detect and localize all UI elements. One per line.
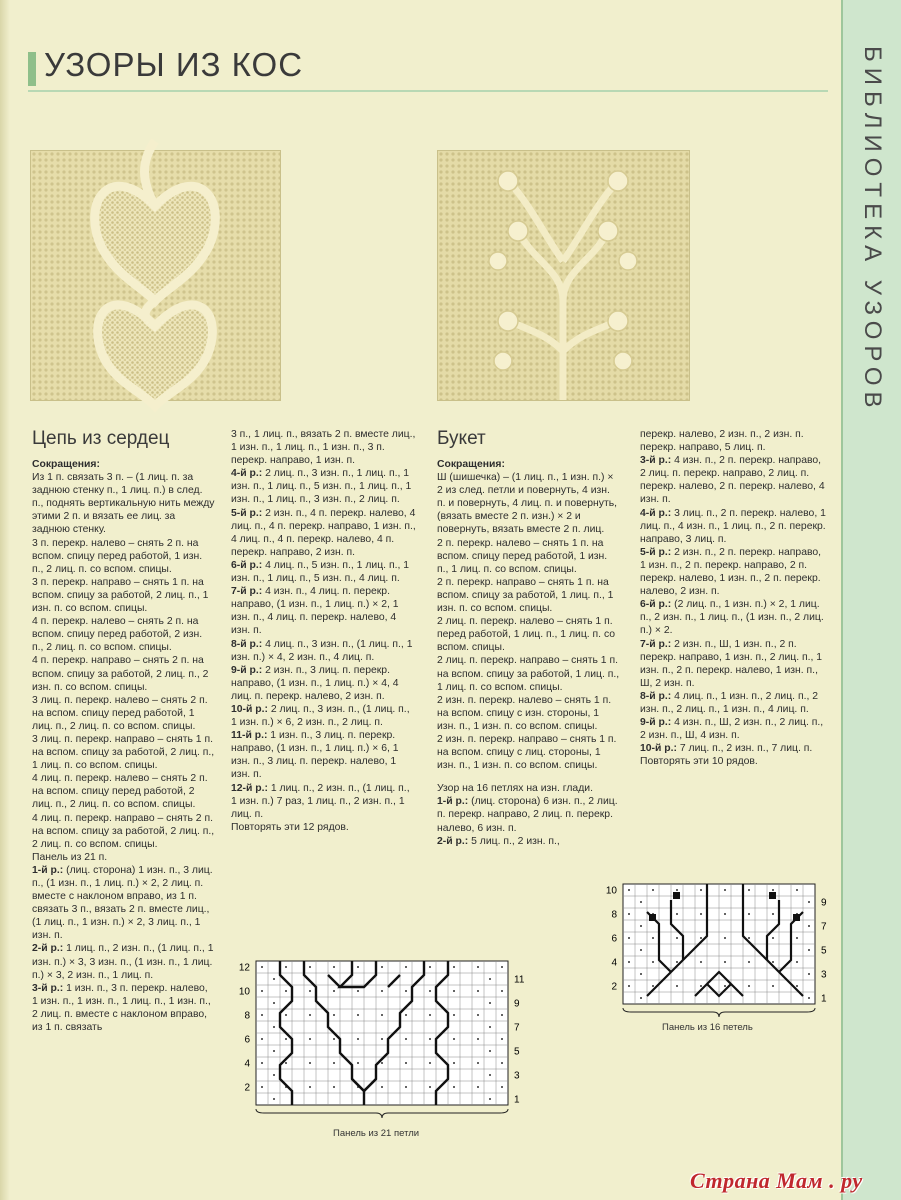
purl-dot [381, 1062, 383, 1064]
row-text: 2 изн. п., Ш, 1 изн. п., 2 п. перекр. направо, 1 изн. п., 2 лиц. п., 1 изн. п., 2 п. перекр. налево, 1 изн. п., Ш, 2 изн. п. [640, 638, 823, 689]
purl-dot [748, 889, 750, 891]
row-label: 12-й р.: [231, 782, 268, 794]
purl-dot [640, 949, 642, 951]
row-text: 1 изн. п., 3 лиц. п. перекр. направо, (1 изн. п., 1 лиц. п.) × 6, 1 изн. п., 3 лиц. п. перекр. налево, 1 изн. п. [231, 730, 399, 781]
purl-dot [652, 937, 654, 939]
purl-dot [309, 1038, 311, 1040]
row-number-right: 1 [514, 1094, 520, 1106]
purl-dot [796, 961, 798, 963]
row-number-left: 10 [238, 986, 250, 998]
row-text: 4 лиц. п., 5 изн. п., 1 лиц. п., 1 изн. п., 1 лиц. п., 5 изн. п., 4 лиц. п. [231, 559, 410, 585]
purl-dot [808, 949, 810, 951]
side-title: БИБЛИОТЕКА УЗОРОВ [859, 46, 886, 414]
panel-note: Узор на 16 петлях на изн. глади. [437, 783, 593, 795]
purl-dot [453, 1062, 455, 1064]
text-paragraph: 2 п. перекр. направо – снять 1 п. на вспом. спицу за работой, 1 лиц. п., 1 изн. п. со вспом. спицы. [437, 576, 614, 615]
row-text: 4 изн. п., 2 п. перекр. направо, 2 лиц. п. перекр. направо, 2 лиц. п. перекр. налево, 2 п. перекр. налево, 4 изн. п. [640, 455, 825, 506]
purl-dot [357, 1014, 359, 1016]
panel-brace [256, 1109, 508, 1118]
purl-dot [405, 1062, 407, 1064]
row-text: 2 изн. п., 2 п. перекр. направо, 1 изн. п., 2 п. перекр. направо, 2 п. перекр. налево, 1 изн. п., 2 п. перекр. налево, 2 изн. п. [640, 546, 822, 598]
purl-dot [405, 966, 407, 968]
purl-dot [772, 913, 774, 915]
purl-dot [676, 961, 678, 963]
text-paragraph: 4 лиц. п. перекр. налево – снять 2 п. на вспом. спицу перед работой, 2 лиц. п., 2 лиц. п. со вспом. спицы. [32, 773, 208, 811]
purl-dot [453, 1038, 455, 1040]
row-number-left: 10 [605, 885, 617, 897]
purl-dot [489, 1002, 491, 1004]
row-label: 9-й р.: [231, 664, 263, 676]
purl-dot [333, 966, 335, 968]
purl-dot [640, 997, 642, 999]
purl-dot [477, 966, 479, 968]
purl-dot [489, 1050, 491, 1052]
purl-dot [453, 1086, 455, 1088]
text-paragraph: 3 лиц. п. перекр. налево – снять 2 п. на вспом. спицу перед работой, 1 лиц. п., 2 лиц. п. со вспом. спицы. [32, 694, 208, 732]
purl-dot [501, 1086, 503, 1088]
row-instruction [437, 835, 621, 848]
row-instruction [640, 742, 826, 755]
row-instruction [437, 795, 621, 834]
purl-dot [273, 1026, 275, 1028]
panel-brace [623, 1008, 815, 1017]
row-instruction [640, 690, 826, 716]
row-instruction [231, 467, 417, 506]
purl-dot [381, 990, 383, 992]
bobble-icon [769, 892, 776, 899]
row-number-left: 8 [244, 1010, 250, 1022]
text-paragraph: 3 п., 1 лиц. п., вязать 2 п. вместе лиц., 1 изн. п., 1 лиц. п., 1 изн. п., 3 п. перекр. направо, 1 изн. п. [231, 429, 416, 467]
text-paragraph: перекр. налево, 2 изн. п., 2 изн. п. перекр. направо, 5 лиц. п. [640, 429, 804, 454]
purl-dot [381, 1014, 383, 1016]
row-label: 10-й р.: [231, 703, 268, 715]
purl-dot [309, 1062, 311, 1064]
row-number-right: 5 [821, 945, 827, 957]
purl-dot [333, 1014, 335, 1016]
purl-dot [489, 978, 491, 980]
row-number-right: 1 [821, 993, 827, 1005]
purl-dot [808, 997, 810, 999]
purl-dot [429, 966, 431, 968]
purl-dot [357, 990, 359, 992]
text-paragraph: 2 изн. п. перекр. направо – снять 1 п. на вспом. спицу с лиц. стороны, 1 изн. п., 1 изн. п. со вспом. спицы. [437, 733, 617, 772]
site-watermark: Страна Мам . ру [690, 1168, 863, 1193]
purl-dot [808, 973, 810, 975]
row-label: 7-й р.: [640, 638, 672, 650]
row-number-left: 12 [238, 962, 250, 974]
row-label: 2-й р.: [32, 943, 64, 955]
purl-dot [309, 1014, 311, 1016]
purl-dot [429, 1038, 431, 1040]
row-instruction [231, 703, 417, 729]
row-label: 6-й р.: [640, 599, 672, 611]
purl-dot [796, 889, 798, 891]
purl-dot [285, 1014, 287, 1016]
purl-dot [429, 1014, 431, 1016]
purl-dot [628, 889, 630, 891]
text-paragraph: 3 п. перекр. налево – снять 2 п. на вспом. спицу перед работой, 1 изн. п., 2 лиц. п. со вспом. спицы. [32, 537, 203, 575]
bobble-icon [673, 892, 680, 899]
purl-dot [333, 1062, 335, 1064]
bouquet-photo [437, 150, 690, 401]
row-text: 3 лиц. п., 2 п. перекр. налево, 1 лиц. п., 4 изн. п., 1 лиц. п., 2 п. перекр. направо, 3 лиц. п. [640, 507, 826, 545]
row-instruction [640, 638, 826, 690]
row-number-left: 4 [611, 957, 617, 969]
purl-dot [640, 973, 642, 975]
purl-dot [261, 990, 263, 992]
purl-dot [772, 889, 774, 891]
row-number-right: 9 [514, 998, 520, 1010]
row-instruction [32, 942, 215, 981]
side-strip [841, 0, 901, 1200]
row-instruction [231, 585, 417, 637]
row-instruction [640, 546, 826, 598]
row-label: 9-й р.: [640, 717, 672, 729]
purl-dot [652, 961, 654, 963]
row-instruction [640, 598, 826, 637]
purl-dot [357, 1038, 359, 1040]
row-text: 2 лиц. п., 3 изн. п., (1 лиц. п., 1 изн. п.) × 6, 2 изн. п., 2 лиц. п. [231, 703, 410, 729]
purl-dot [453, 990, 455, 992]
heart-chain-chart [232, 955, 525, 1125]
purl-dot [477, 1062, 479, 1064]
row-instruction [640, 454, 826, 506]
purl-dot [748, 937, 750, 939]
chart-grid [623, 884, 815, 1004]
row-label: 8-й р.: [231, 638, 263, 650]
row-number-right: 3 [514, 1070, 520, 1082]
row-instruction [32, 982, 215, 1034]
purl-dot [628, 985, 630, 987]
heart-chain-photo [30, 150, 281, 401]
purl-dot [477, 1038, 479, 1040]
purl-dot [676, 937, 678, 939]
purl-dot [628, 913, 630, 915]
row-label: 6-й р.: [231, 559, 263, 571]
abbr-label: Сокращения: [32, 459, 100, 470]
purl-dot [652, 985, 654, 987]
bouquet-column-1 [437, 458, 621, 848]
purl-dot [453, 966, 455, 968]
purl-dot [381, 1038, 383, 1040]
row-text: 2 лиц. п., 3 изн. п., 1 лиц. п., 1 изн. п., 1 лиц. п., 5 изн. п., 1 лиц. п., 1 изн. п., 1 лиц. п., 3 изн. п., 2 лиц. п. [231, 468, 412, 506]
purl-dot [489, 1074, 491, 1076]
row-text: 4 лиц. п., 3 изн. п., (1 лиц. п., 1 изн. п.) × 4, 2 изн. п., 4 лиц. п. [231, 638, 413, 663]
purl-dot [261, 1086, 263, 1088]
row-text: 4 изн. п., 4 лиц. п. перекр. направо, (1 изн. п., 1 лиц. п.) × 2, 1 изн. п., 4 лиц. п. перекр. налево, 4 изн. п. [231, 586, 399, 637]
row-number-right: 7 [514, 1022, 520, 1034]
purl-dot [676, 985, 678, 987]
purl-dot [381, 966, 383, 968]
purl-dot [273, 1098, 275, 1100]
row-instruction [231, 638, 417, 664]
purl-dot [453, 1014, 455, 1016]
purl-dot [501, 1062, 503, 1064]
row-label: 5-й р.: [640, 546, 672, 558]
purl-dot [748, 961, 750, 963]
bouquet-chart [605, 878, 830, 1020]
bouquet-column-2 [640, 428, 826, 768]
purl-dot [261, 1062, 263, 1064]
row-text: 5 лиц. п., 2 изн. п., [468, 835, 560, 847]
row-number-right: 5 [514, 1046, 520, 1058]
purl-dot [796, 937, 798, 939]
purl-dot [501, 990, 503, 992]
purl-dot [477, 1086, 479, 1088]
purl-dot [724, 985, 726, 987]
text-paragraph: 2 п. перекр. налево – снять 1 п. на вспом. спицу перед работой, 1 изн. п., 1 лиц. п. со вспом. спицы. [437, 537, 608, 575]
chart-grid [256, 961, 508, 1105]
purl-dot [285, 1062, 287, 1064]
row-label: 7-й р.: [231, 586, 263, 598]
purl-dot [405, 1086, 407, 1088]
heart-chain-column-1 [32, 458, 215, 1034]
purl-dot [724, 913, 726, 915]
purl-dot [405, 990, 407, 992]
purl-dot [772, 961, 774, 963]
purl-dot [700, 985, 702, 987]
row-label: 11-й р.: [231, 730, 268, 742]
purl-dot [796, 985, 798, 987]
heart-chain-column-2 [231, 428, 417, 834]
purl-dot [748, 913, 750, 915]
row-label: 3-й р.: [640, 455, 672, 467]
row-instruction [231, 729, 417, 781]
repeat-note: Повторять эти 12 рядов. [231, 821, 349, 833]
purl-dot [501, 966, 503, 968]
purl-dot [628, 961, 630, 963]
row-label: 4-й р.: [640, 507, 672, 519]
purl-dot [273, 1050, 275, 1052]
purl-dot [808, 925, 810, 927]
purl-dot [808, 901, 810, 903]
purl-dot [357, 1062, 359, 1064]
purl-dot [640, 901, 642, 903]
text-paragraph: Из 1 п. связать 3 п. – (1 лиц. п. за заднюю стенку п., 1 лиц. п.) в след. п., поднять вертикальную нить между этими 2 п. и вязать ее лиц. за заднюю стенку. [32, 472, 215, 536]
text-paragraph: Ш (шишечка) – (1 лиц. п., 1 изн. п.) × 2 из след. петли и повернуть, 4 изн. п. и повернуть, 4 лиц. п. и повернуть, (вязать вместе 2 п. изн.) × 2 и повернуть, вязать вместе 2 п. лиц. [437, 472, 618, 536]
purl-dot [429, 990, 431, 992]
bouquet-title: Букет [437, 428, 486, 449]
row-number-left: 6 [611, 933, 617, 945]
page-title: УЗОРЫ ИЗ КОС [44, 46, 304, 83]
bobble-icon [649, 914, 656, 921]
row-text: (2 лиц. п., 1 изн. п.) × 2, 1 лиц. п., 2 изн. п., 1 лиц. п., (1 изн. п., 2 лиц. п.) × 2. [640, 599, 824, 637]
purl-dot [333, 990, 335, 992]
row-text: (лиц. сторона) 6 изн. п., 2 лиц. п. перекр. направо, 2 лиц. п. перекр. налево, 6 изн. п. [437, 796, 618, 834]
purl-dot [772, 937, 774, 939]
purl-dot [477, 990, 479, 992]
row-instruction [32, 864, 215, 943]
purl-dot [700, 913, 702, 915]
purl-dot [333, 1038, 335, 1040]
row-label: 8-й р.: [640, 690, 672, 702]
text-paragraph: 2 лиц. п. перекр. направо – снять 1 п. на вспом. спицу за работой, 1 лиц. п., 1 лиц. п. со вспом. спицы. [437, 655, 620, 693]
purl-dot [405, 1038, 407, 1040]
purl-dot [273, 1074, 275, 1076]
row-text: 1 изн. п., 3 п. перекр. налево, 1 изн. п., 1 изн. п., 1 лиц. п., 1 изн. п., 2 лиц. п. вместе с наклоном вправо, из 1 п. связать [32, 982, 211, 1034]
row-instruction [231, 507, 417, 559]
purl-dot [724, 937, 726, 939]
text-paragraph: 4 лиц. п. перекр. направо – снять 2 п. на вспом. спицу за работой, 2 лиц. п., 2 лиц. п. со вспом. спицы. [32, 812, 215, 850]
purl-dot [640, 925, 642, 927]
text-paragraph: 2 лиц. п. перекр. налево – снять 1 п. перед работой, 1 лиц. п., 1 лиц. п. со вспом. спицы. [437, 616, 616, 654]
row-number-right: 9 [821, 897, 827, 909]
purl-dot [724, 889, 726, 891]
purl-dot [405, 1014, 407, 1016]
repeat-note: Повторять эти 10 рядов. [640, 756, 758, 768]
row-number-right: 3 [821, 969, 827, 981]
row-label: 5-й р.: [231, 507, 263, 519]
row-number-right: 7 [821, 921, 827, 933]
text-paragraph: 4 п. перекр. налево – снять 2 п. на вспом. спицу перед работой, 2 изн. п., 2 лиц. п. со вспом. спицы. [32, 616, 203, 654]
row-text: 4 изн. п., Ш, 2 изн. п., 2 лиц. п., 2 изн. п., Ш, 4 изн. п. [640, 717, 824, 742]
purl-dot [273, 1002, 275, 1004]
purl-dot [700, 937, 702, 939]
purl-dot [273, 978, 275, 980]
row-label: 4-й р.: [231, 468, 263, 480]
purl-dot [309, 990, 311, 992]
purl-dot [700, 889, 702, 891]
row-label: 2-й р.: [437, 835, 469, 847]
row-number-left: 2 [611, 981, 617, 993]
row-label: 1-й р.: [32, 864, 64, 876]
row-number-right: 11 [514, 974, 525, 986]
row-text: 7 лиц. п., 2 изн. п., 7 лиц. п. [677, 743, 813, 755]
purl-dot [381, 1086, 383, 1088]
row-label: 1-й р.: [437, 796, 469, 808]
bouquet-chart-caption: Панель из 16 петель [662, 1022, 753, 1033]
text-paragraph: 3 п. перекр. направо – снять 1 п. на вспом. спицу за работой, 2 лиц. п., 1 изн. п. со вспом. спицы. [32, 576, 209, 615]
row-instruction [640, 716, 826, 742]
purl-dot [309, 966, 311, 968]
purl-dot [429, 1062, 431, 1064]
abbr-label: Сокращения: [437, 459, 505, 470]
row-number-left: 2 [244, 1082, 250, 1094]
purl-dot [309, 1086, 311, 1088]
purl-dot [357, 966, 359, 968]
title-accent-bar [28, 52, 36, 86]
text-paragraph: 4 п. перекр. направо – снять 2 п. на вспом. спицу за работой, 2 лиц. п., 2 изн. п. со вспом. спицы. [32, 655, 209, 693]
row-label: 3-й р.: [32, 982, 64, 994]
purl-dot [333, 1086, 335, 1088]
purl-dot [676, 913, 678, 915]
purl-dot [724, 961, 726, 963]
row-text: (лиц. сторона) 1 изн. п., 3 лиц. п., (1 изн. п., 1 лиц. п.) × 2, 2 лиц. п. вместе с наклоном вправо, из 1 п. связать 3 п., вязать 2 п. вместе лиц., (1 лиц. п., 1 изн. п.) × 2, 3 лиц. п., 1 изн. п. [32, 864, 213, 942]
purl-dot [261, 966, 263, 968]
text-paragraph: Панель из 21 п. [32, 851, 108, 863]
purl-dot [700, 961, 702, 963]
purl-dot [261, 1038, 263, 1040]
purl-dot [489, 1098, 491, 1100]
row-instruction [640, 507, 826, 546]
row-number-left: 6 [244, 1034, 250, 1046]
purl-dot [285, 966, 287, 968]
row-number-left: 8 [611, 909, 617, 921]
purl-dot [489, 1026, 491, 1028]
text-paragraph: 2 изн. п. перекр. налево – снять 1 п. на вспом. спицу с изн. стороны, 1 изн. п., 1 изн. п. со вспом. спицы. [437, 694, 612, 732]
row-text: 2 изн. п., 4 п. перекр. налево, 4 лиц. п., 4 п. перекр. направо, 1 изн. п., 4 лиц. п., 4 п. перекр. налево, 4 п. перекр. направо, 2 изн. п. [231, 507, 416, 558]
row-instruction [231, 664, 417, 703]
purl-dot [285, 990, 287, 992]
heart-chain-chart-caption: Панель из 21 петли [333, 1128, 420, 1139]
header-rule [28, 90, 828, 92]
bobble-icon [793, 914, 800, 921]
purl-dot [676, 889, 678, 891]
purl-dot [285, 1038, 287, 1040]
row-text: 2 изн. п., 3 лиц. п. перекр. направо, (1 изн. п., 1 лиц. п.) × 4, 4 лиц. п. перекр. налево, 2 изн. п. [231, 664, 399, 702]
row-text: 1 лиц. п., 2 изн. п., (1 лиц. п., 1 изн. п.) × 3, 3 изн. п., (1 изн. п., 1 лиц. п.) × 3, 2 изн. п., 1 лиц. п. [32, 943, 214, 981]
heart-chain-title: Цепь из сердец [32, 428, 170, 449]
purl-dot [501, 1014, 503, 1016]
purl-dot [628, 937, 630, 939]
row-text: 4 лиц. п., 1 изн. п., 2 лиц. п., 2 изн. п., 2 лиц. п., 1 изн. п., 4 лиц. п. [640, 690, 819, 715]
row-label: 10-й р.: [640, 743, 677, 755]
text-paragraph: 3 лиц. п. перекр. направо – снять 1 п. на вспом. спицу за работой, 2 лиц. п., 1 лиц. п. со вспом. спицы. [32, 733, 215, 772]
purl-dot [261, 1014, 263, 1016]
purl-dot [501, 1038, 503, 1040]
row-instruction [231, 782, 417, 821]
row-instruction [231, 559, 417, 585]
row-number-left: 4 [244, 1058, 250, 1070]
purl-dot [477, 1014, 479, 1016]
page-edge [0, 0, 10, 1200]
row-text: 1 лиц. п., 2 изн. п., (1 лиц. п., 1 изн. п.) 7 раз, 1 лиц. п., 2 изн. п., 1 лиц. п. [231, 782, 410, 820]
purl-dot [772, 985, 774, 987]
purl-dot [429, 1086, 431, 1088]
purl-dot [652, 889, 654, 891]
purl-dot [748, 985, 750, 987]
